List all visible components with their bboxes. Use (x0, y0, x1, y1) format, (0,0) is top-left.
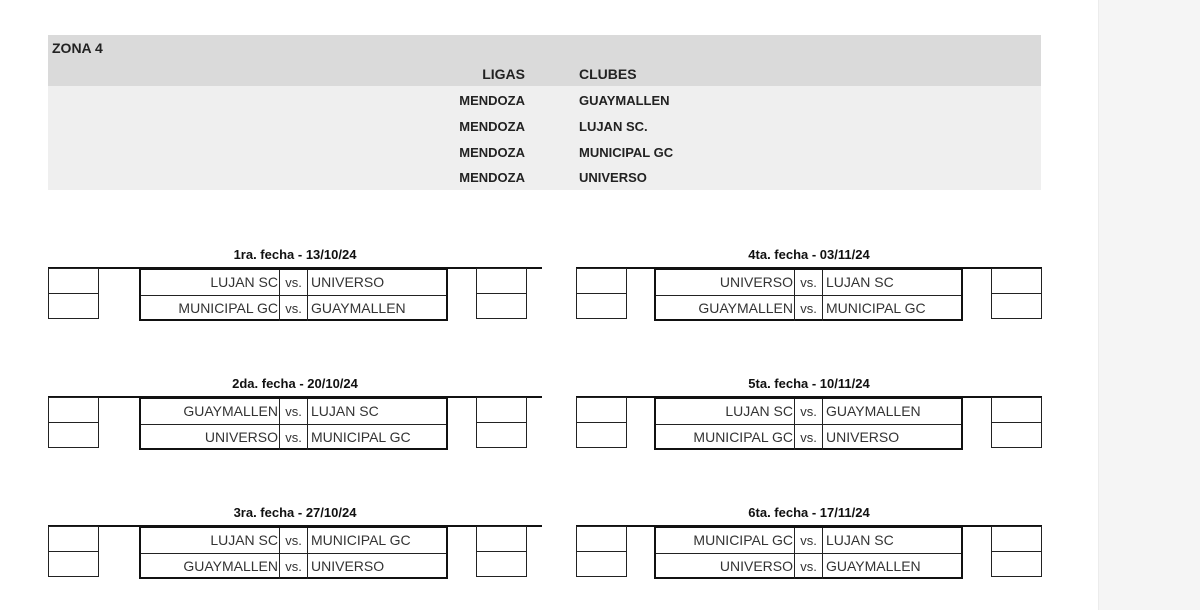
score-cell[interactable] (48, 397, 99, 423)
vs-label: vs. (800, 533, 817, 548)
fixture-block (576, 247, 1042, 316)
fixture-block (48, 247, 542, 316)
score-cell[interactable] (576, 268, 627, 294)
match-row (141, 399, 446, 424)
matches-frame (139, 268, 448, 321)
page-margin (1098, 0, 1200, 610)
fixture-title: 2da. fecha - 20/10/24 (232, 376, 358, 391)
liga-cell: MENDOZA (459, 93, 525, 108)
zona-row (48, 165, 1041, 190)
fixture-block (48, 505, 542, 574)
zona-row (48, 140, 1041, 165)
match-row (141, 295, 446, 321)
away-team: GUAYMALLEN (822, 554, 961, 579)
matches-frame (139, 397, 448, 450)
home-team: GUAYMALLEN (656, 296, 795, 321)
home-team: MUNICIPAL GC (656, 425, 795, 450)
score-cell[interactable] (576, 422, 627, 448)
score-cell[interactable] (476, 422, 527, 448)
vs-label: vs. (800, 559, 817, 574)
match-row (141, 270, 446, 295)
zona-title: ZONA 4 (52, 40, 103, 56)
club-cell: LUJAN SC. (579, 119, 648, 134)
vs-label: vs. (285, 533, 302, 548)
vs-label: vs. (800, 430, 817, 445)
zona-row (48, 114, 1041, 139)
score-cell[interactable] (48, 293, 99, 319)
away-team: UNIVERSO (822, 425, 961, 450)
vs-label: vs. (285, 404, 302, 419)
score-cell[interactable] (476, 293, 527, 319)
zona-header (48, 35, 1041, 86)
home-team: UNIVERSO (141, 425, 280, 450)
home-team: LUJAN SC (656, 399, 795, 424)
matches-frame (654, 268, 963, 321)
club-cell: GUAYMALLEN (579, 93, 670, 108)
score-cell[interactable] (991, 397, 1042, 423)
home-team: MUNICIPAL GC (141, 296, 280, 321)
score-cell[interactable] (576, 551, 627, 577)
home-team: GUAYMALLEN (141, 399, 280, 424)
away-team: LUJAN SC (307, 399, 446, 424)
home-team: UNIVERSO (656, 554, 795, 579)
vs-label: vs. (800, 301, 817, 316)
score-cell[interactable] (48, 551, 99, 577)
away-team: GUAYMALLEN (822, 399, 961, 424)
club-cell: MUNICIPAL GC (579, 145, 674, 160)
fixture-title: 6ta. fecha - 17/11/24 (748, 505, 870, 520)
match-row (141, 528, 446, 553)
home-team: MUNICIPAL GC (656, 528, 795, 553)
vs-label: vs. (285, 430, 302, 445)
fixture-title: 3ra. fecha - 27/10/24 (233, 505, 357, 520)
away-team: UNIVERSO (307, 270, 446, 295)
vs-label: vs. (285, 301, 302, 316)
match-row (141, 553, 446, 579)
home-team: LUJAN SC (141, 528, 280, 553)
vs-label: vs. (285, 275, 302, 290)
match-row (656, 399, 961, 424)
match-row (656, 424, 961, 450)
match-row (656, 295, 961, 321)
club-cell: UNIVERSO (579, 170, 647, 185)
match-row (656, 528, 961, 553)
away-team: MUNICIPAL GC (307, 425, 446, 450)
fixture-title: 5ta. fecha - 10/11/24 (748, 376, 870, 391)
fixture-block (576, 376, 1042, 445)
score-cell[interactable] (991, 551, 1042, 577)
away-team: LUJAN SC (822, 528, 961, 553)
matches-frame (654, 397, 963, 450)
liga-cell: MENDOZA (459, 119, 525, 134)
match-row (656, 553, 961, 579)
home-team: LUJAN SC (141, 270, 280, 295)
home-team: GUAYMALLEN (141, 554, 280, 579)
liga-cell: MENDOZA (459, 145, 525, 160)
away-team: MUNICIPAL GC (822, 296, 961, 321)
away-team: MUNICIPAL GC (307, 528, 446, 553)
score-cell[interactable] (576, 293, 627, 319)
away-team: GUAYMALLEN (307, 296, 446, 321)
vs-label: vs. (800, 275, 817, 290)
score-cell[interactable] (991, 526, 1042, 552)
home-team: UNIVERSO (656, 270, 795, 295)
match-row (656, 270, 961, 295)
score-cell[interactable] (991, 293, 1042, 319)
liga-cell: MENDOZA (459, 170, 525, 185)
fixture-title: 1ra. fecha - 13/10/24 (233, 247, 357, 262)
vs-label: vs. (285, 559, 302, 574)
fixture-title: 4ta. fecha - 03/11/24 (748, 247, 870, 262)
matches-frame (139, 526, 448, 579)
match-row (141, 424, 446, 450)
ligas-header: LIGAS (482, 66, 525, 82)
score-cell[interactable] (476, 268, 527, 294)
score-cell[interactable] (476, 526, 527, 552)
score-cell[interactable] (476, 551, 527, 577)
fixture-block (576, 505, 1042, 574)
fixture-block (48, 376, 542, 445)
score-cell[interactable] (576, 526, 627, 552)
score-cell[interactable] (576, 397, 627, 423)
clubes-header: CLUBES (579, 66, 637, 82)
score-cell[interactable] (991, 268, 1042, 294)
score-cell[interactable] (48, 422, 99, 448)
away-team: LUJAN SC (822, 270, 961, 295)
score-cell[interactable] (48, 526, 99, 552)
score-cell[interactable] (991, 422, 1042, 448)
score-cell[interactable] (476, 397, 527, 423)
away-team: UNIVERSO (307, 554, 446, 579)
zona-row (48, 88, 1041, 113)
score-cell[interactable] (48, 268, 99, 294)
vs-label: vs. (800, 404, 817, 419)
matches-frame (654, 526, 963, 579)
zona-table (48, 35, 1041, 190)
